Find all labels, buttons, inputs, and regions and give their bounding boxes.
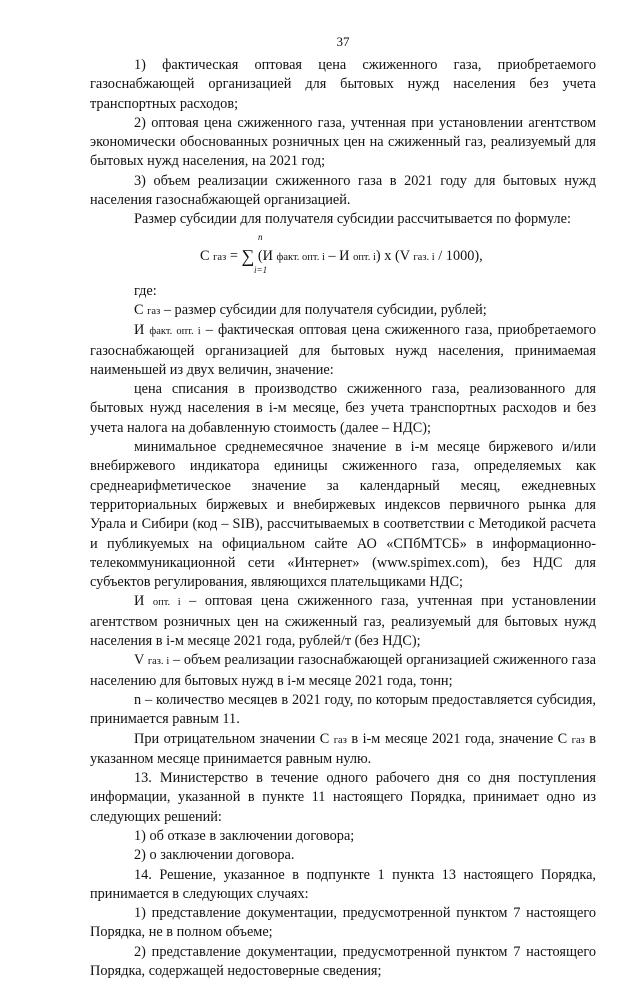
formula-subscript-2: опт. i: [353, 251, 376, 263]
formula-expression: [200, 247, 483, 267]
formula-lhs-subscript: газ: [213, 251, 227, 263]
paragraph: 1) представление документации, предусмотренной пунктом 7 настоящего Порядка, не в полном объеме;: [90, 905, 596, 941]
paragraph: 1) фактическая оптовая цена сжиженного газа, приобретаемого газоснабжающей организацией для бытовых нужд населения без учета транспортных расходов;: [90, 57, 596, 112]
subsidy-formula: [90, 230, 596, 282]
paragraph: 2) о заключении договора.: [134, 847, 295, 864]
paragraph: 2) представление документации, предусмотренной пунктом 7 настоящего Порядка, содержащей недостоверные сведения;: [90, 943, 596, 980]
definition-text: – фактическая оптовая цена сжиженного газа, приобретаемого газоснабжающей организацией для бытовых нужд населения, принимаемая наименьшей из двух величин, значение:: [90, 322, 596, 378]
formula-subscript-3: газ. i: [413, 251, 435, 263]
formula-minus: – И: [324, 247, 354, 264]
formula-equals: =: [226, 247, 242, 264]
definition-text: – оптовая цена сжиженного газа, учтенная при установлении агентством розничных цен на сжиженный газ, реализуемый для бытовых нужд населения в i-м месяце 2021 года, рублей/т (без НДС);: [90, 593, 596, 650]
definition-text: – объем реализации газоснабжающей организацией сжиженного газа населению для бытовых нужд в i-м месяце 2021 года, тонн;: [90, 652, 596, 689]
paragraph: где:: [134, 282, 157, 299]
sum-upper-limit: n: [258, 231, 263, 242]
paragraph: [90, 651, 596, 691]
paragraph: [90, 592, 596, 651]
text-segment: При отрицательном значении С: [134, 730, 330, 747]
sigma-symbol: ∑: [241, 245, 255, 266]
sum-lower-limit: i=1: [254, 264, 268, 275]
paragraph: [90, 730, 596, 770]
formula-lhs: С: [200, 247, 210, 264]
symbol-subscript: газ. i: [147, 656, 170, 668]
paragraph: Размер субсидии для получателя субсидии рассчитывается по формуле:: [134, 211, 571, 228]
symbol: V: [134, 652, 145, 669]
paragraph: минимальное среднемесячное значение в i-м месяце биржевого и/или внебиржевого индикатора единицы сжиженного газа, определяемых как среднеарифметическое значение за календарный месяц, ежедневных территориальных биржевых и внебиржевых индексов первичного рынка для Урала и Сибири (код – SIB), рассчитываемых в соответствии с Методикой расчета и публикуемых на официальном сайте АО «СПбМТСБ» в информационно-телекоммуникационной сети «Интернет» (www.spimex.com), без НДС для субъектов регулирования, являющихся плательщиками НДС;: [90, 439, 596, 591]
symbol-subscript: факт. опт. i: [149, 326, 201, 338]
paragraph: [90, 301, 596, 321]
symbol-subscript: газ: [571, 734, 585, 746]
formula-rest: / 1000),: [434, 247, 483, 264]
formula-subscript-1: факт. опт. i: [276, 251, 325, 263]
symbol-subscript: газ: [333, 734, 347, 746]
paragraph: 14. Решение, указанное в подпункте 1 пункта 13 настоящего Порядка, принимается в следующих случаях:: [90, 866, 596, 902]
paragraph: [90, 321, 596, 380]
paragraph: 3) объем реализации сжиженного газа в 2021 году для бытовых нужд населения газоснабжающей организацией.: [90, 172, 596, 209]
page-number: 37: [336, 34, 350, 49]
formula-term-2: ) x (V: [375, 247, 414, 264]
paragraph: цена списания в производство сжиженного газа, реализованного для бытовых нужд населения в i-м месяце, без учета транспортных расходов и без учета налога на добавленную стоимость (далее – НДС);: [90, 381, 596, 436]
text-segment: в указанном месяце принимается равным нулю.: [90, 730, 597, 767]
formula-term-1: (И: [254, 247, 277, 264]
paragraph: 2) оптовая цена сжиженного газа, учтенная при установлении агентством экономически обоснованных розничных цен на сжиженный газ, реализуемый для бытовых нужд населения, на 2021 год;: [90, 114, 596, 170]
paragraph: 1) об отказе в заключении договора;: [134, 827, 355, 844]
symbol-subscript: опт. i: [152, 597, 181, 609]
symbol-subscript: газ: [147, 305, 161, 317]
text-segment: в i-м месяце 2021 года, значение С: [346, 730, 568, 747]
definition-text: – размер субсидии для получателя субсидии, рублей;: [160, 301, 487, 318]
symbol: С: [134, 301, 144, 318]
symbol: И: [134, 593, 145, 610]
paragraph: 13. Министерство в течение одного рабочего дня со дня поступления информации, указанной в пункте 11 настоящего Порядка, принимает одно из следующих решений:: [90, 770, 596, 825]
symbol: И: [134, 322, 145, 339]
paragraph: n – количество месяцев в 2021 году, по которым предоставляется субсидия, принимается равным 11.: [90, 691, 596, 728]
